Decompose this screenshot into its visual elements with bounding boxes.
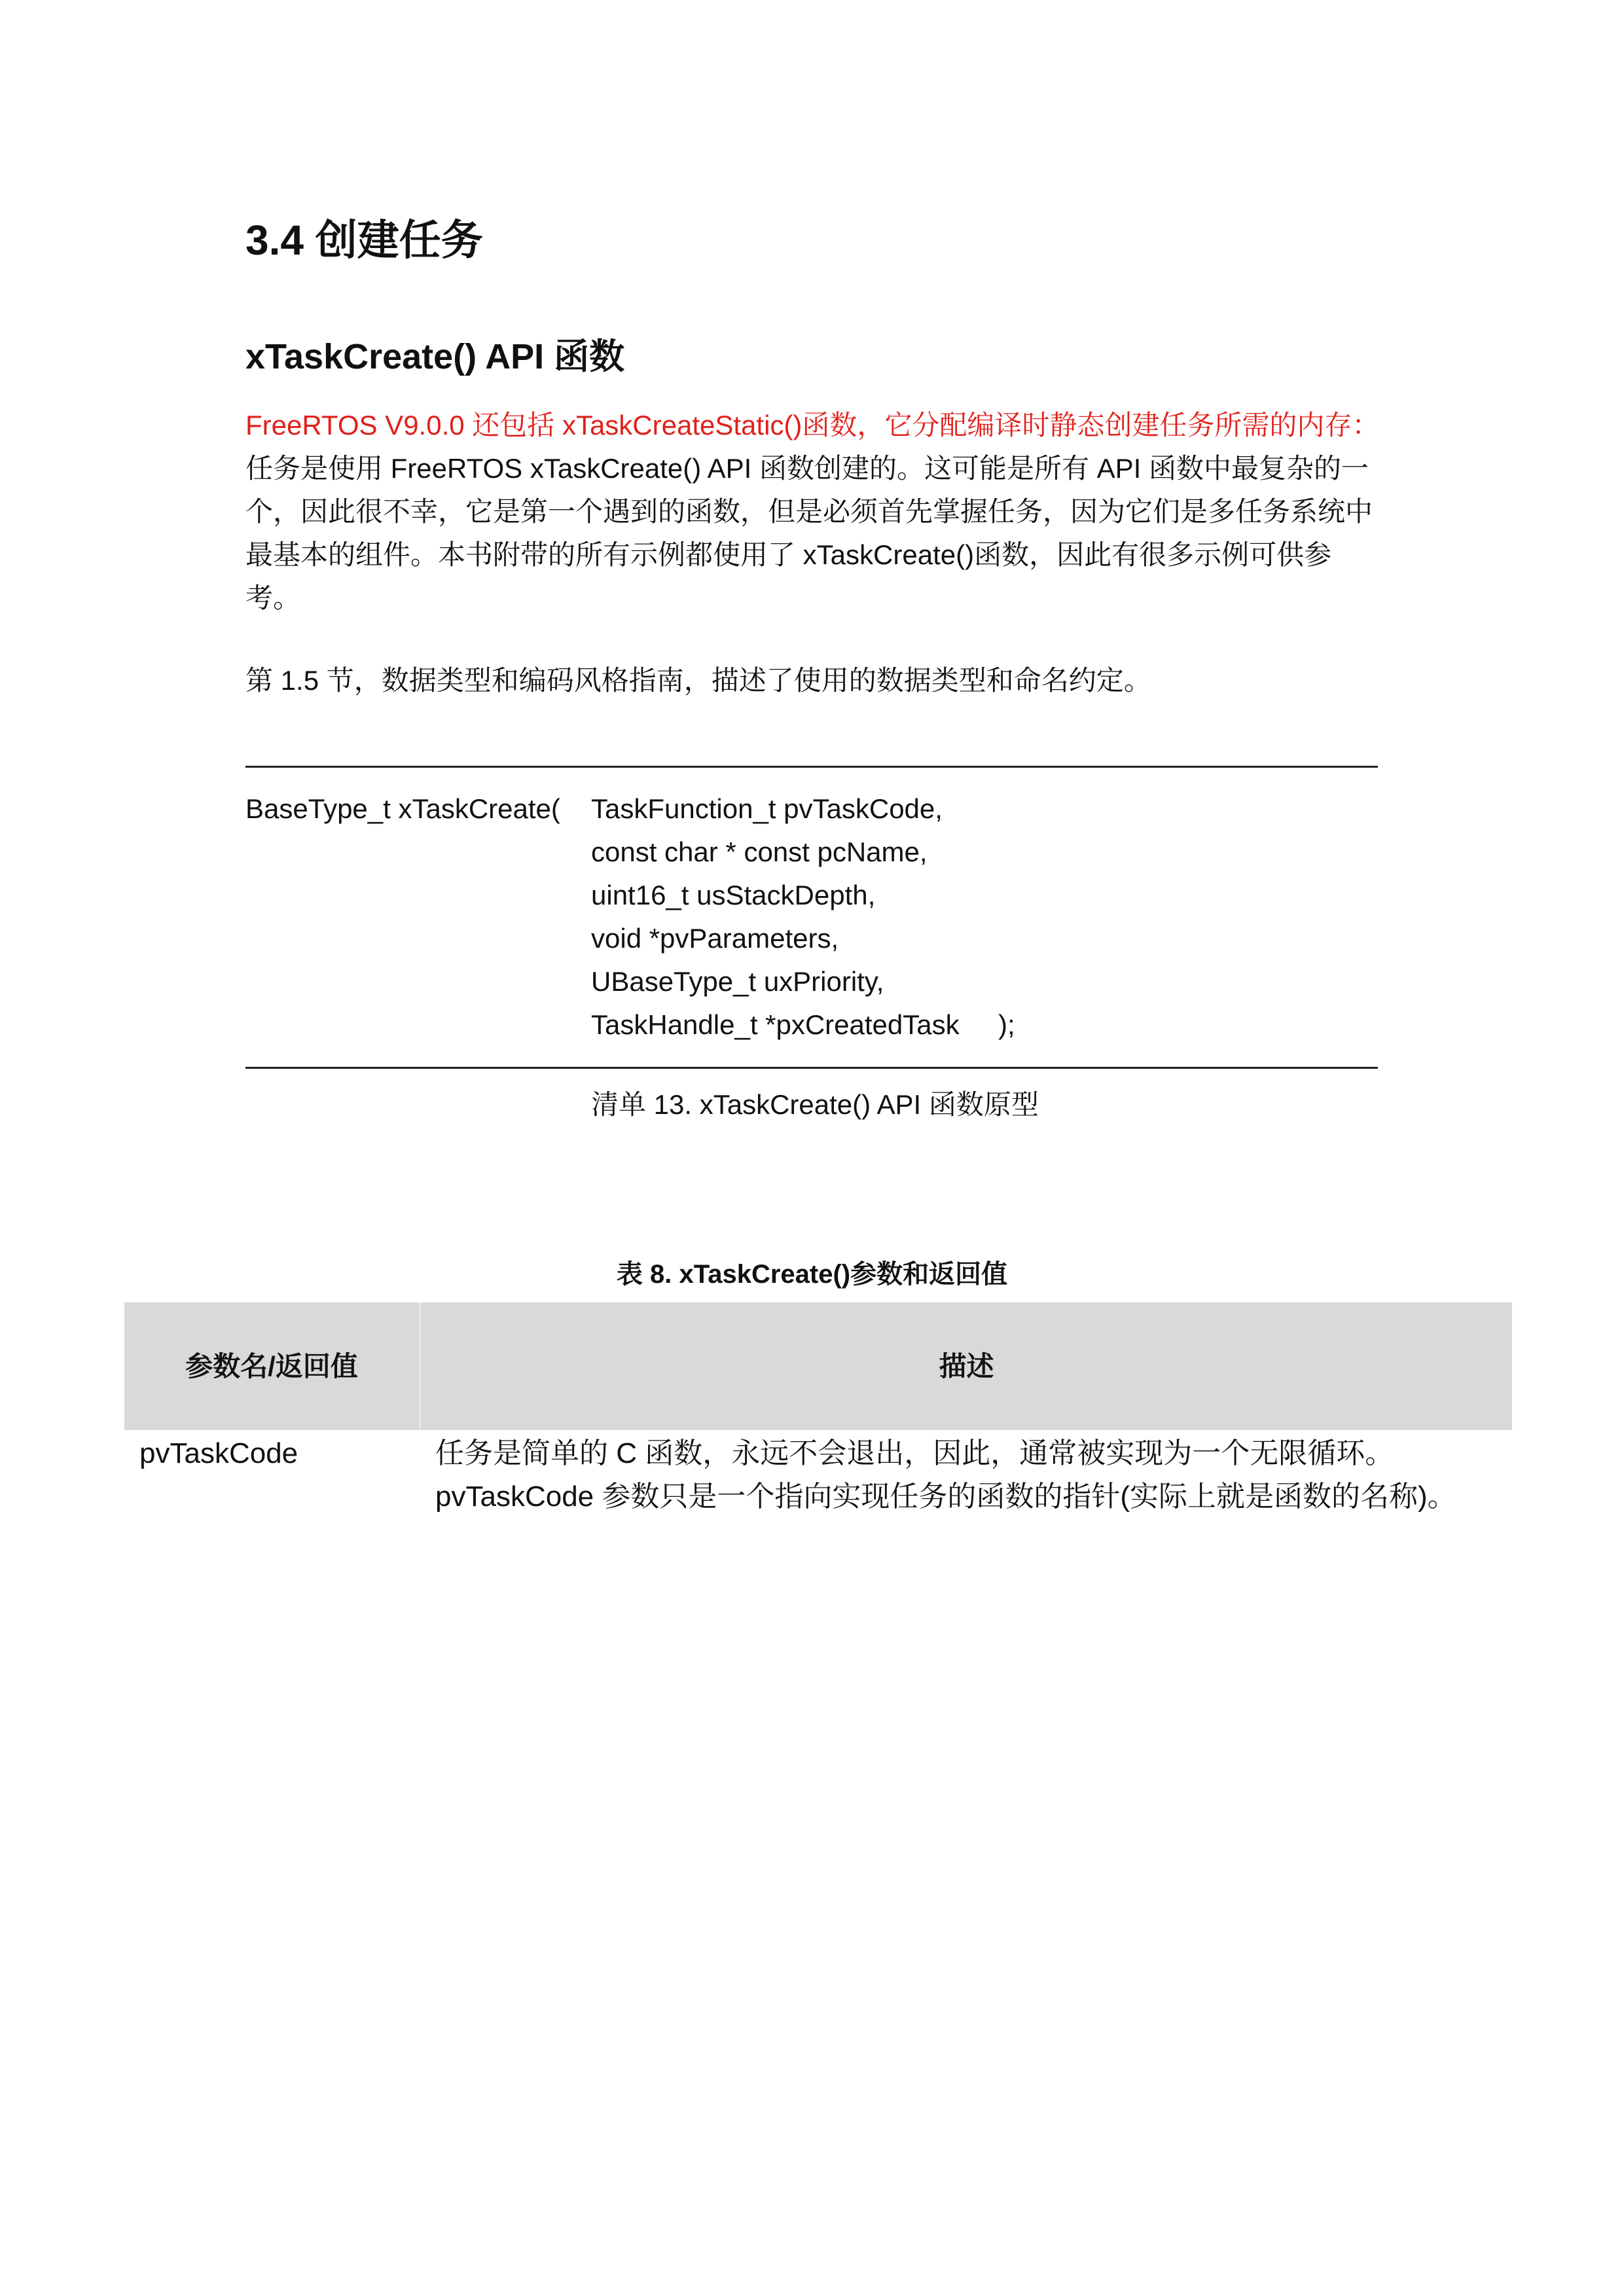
prototype-param: const char * const pcName, [591, 836, 928, 867]
section-reference: 第 1.5 节，数据类型和编码风格指南，描述了使用的数据类型和命名约定。 [245, 665, 1151, 696]
listing-caption: 清单 13. xTaskCreate() API 函数原型 [591, 1089, 1039, 1120]
prototype-param: TaskHandle_t *pxCreatedTask [591, 1009, 960, 1040]
prototype-signature: BaseType_t xTaskCreate( [245, 793, 560, 824]
subsection-title: xTaskCreate() API 函数 [245, 337, 625, 376]
table-cell-param: pvTaskCode [139, 1437, 298, 1469]
header-param-name: 参数名/返回值 [185, 1351, 358, 1382]
prototype-param: UBaseType_t uxPriority, [591, 966, 884, 997]
body-text [245, 404, 1384, 620]
bottom-rule [245, 1067, 1378, 1069]
version-note: FreeRTOS V9.0.0 还包括 xTaskCreateStatic()函数，它分配编译时静态创建任务所需的内存： [245, 410, 1380, 440]
header-description: 描述 [939, 1351, 994, 1382]
prototype-param: TaskFunction_t pvTaskCode, [591, 793, 943, 824]
intro-paragraph: 任务是使用 FreeRTOS xTaskCreate() API 函数创建的。这可能是所有 API 函数中最复杂的一个，因此很不幸，它是第一个遇到的函数，但是必须首先掌握任务，因为它们是多任务系统中最基本的组件。本书附带的所有示例都使用了 xTaskCreate()函数，因此有很多示例可供参考。 [245, 453, 1373, 613]
prototype-param: void *pvParameters, [591, 923, 839, 954]
table-cell-description: 任务是简单的 C 函数，永远不会退出，因此，通常被实现为一个无限循环。 [435, 1437, 1394, 1469]
top-rule [245, 766, 1378, 768]
table-title: 表 8. xTaskCreate()参数和返回值 [616, 1260, 1008, 1289]
table-cell-description: pvTaskCode 参数只是一个指向实现任务的函数的指针(实际上就是函数的名称)。 [435, 1480, 1456, 1513]
section-title: 3.4 创建任务 [245, 217, 483, 264]
prototype-param: uint16_t usStackDepth, [591, 880, 876, 910]
prototype-closing: ); [998, 1009, 1015, 1040]
